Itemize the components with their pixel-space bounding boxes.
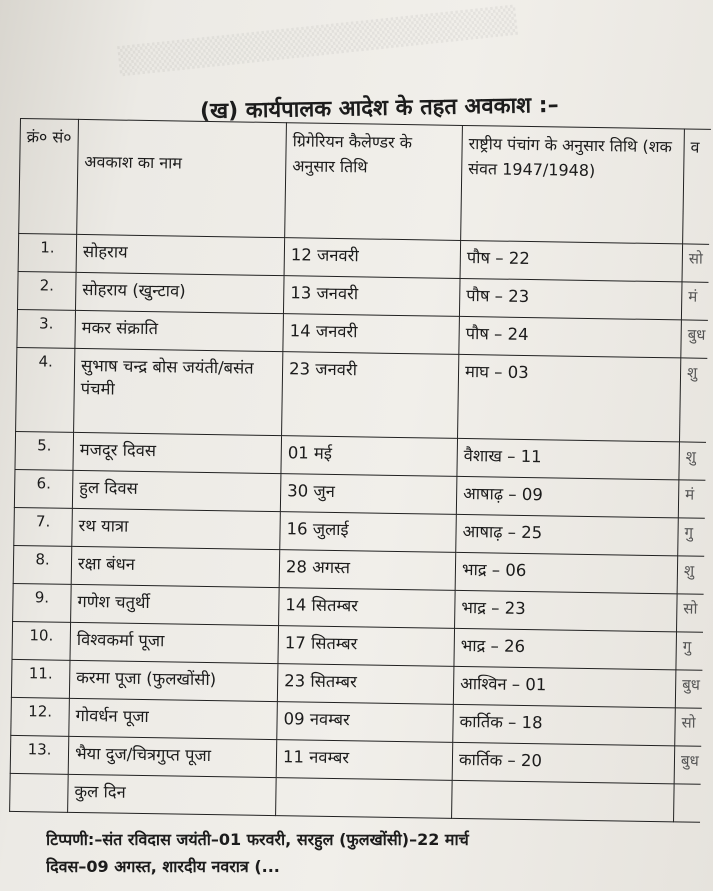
- serial-cell: 12.: [11, 697, 70, 736]
- holiday-name-cell: गणेश चतुर्थी: [71, 584, 280, 625]
- header-name: अवकाश का नाम: [77, 119, 287, 237]
- national-date-cell: आषाढ़ – 09: [456, 476, 679, 517]
- national-date-cell: पौष – 24: [459, 316, 682, 357]
- serial-cell: 13.: [10, 735, 69, 774]
- total-day-cell: [674, 784, 701, 822]
- gregorian-date-cell: 23 जनवरी: [282, 352, 459, 439]
- day-partial-cell: सो: [677, 594, 704, 632]
- national-date-cell: कार्तिक – 18: [453, 704, 676, 745]
- section-title: (ख) कार्यपालक आदेश के तहत अवकाश :–: [199, 92, 559, 125]
- gregorian-date-cell: 14 सितम्बर: [279, 588, 456, 629]
- header-gregorian: ग्रिगेरियन कैलेण्डर के अनुसार तिथि: [285, 123, 463, 241]
- bleed-through-shadow: ▒▒▒▒▒▒▒▒▒▒▒▒▒▒▒▒▒▒▒▒: [117, 5, 519, 78]
- footnote-line-2: दिवस–09 अगस्त, शारदीय नवरात्र (...: [46, 857, 280, 877]
- gregorian-date-cell: 01 मई: [281, 436, 458, 477]
- holiday-name-cell: मकर संक्राति: [75, 310, 284, 351]
- holiday-name-cell: विश्वकर्मा पूजा: [70, 622, 279, 663]
- serial-cell: 11.: [11, 659, 70, 698]
- serial-cell: 3.: [17, 309, 76, 348]
- table-body: [10, 233, 709, 822]
- day-partial-cell: शु: [679, 442, 706, 480]
- national-date-cell: माघ – 03: [458, 354, 681, 441]
- gregorian-date-cell: 23 सितम्बर: [277, 664, 454, 705]
- gregorian-date-cell: 30 जुन: [280, 474, 457, 515]
- day-partial-cell: सो: [682, 244, 709, 282]
- gregorian-date-cell: 16 जुलाई: [280, 512, 457, 553]
- holiday-name-cell: रक्षा बंधन: [71, 546, 280, 587]
- day-partial-cell: बुध: [675, 670, 702, 708]
- holiday-name-cell: करमा पूजा (फुलखोंसी): [69, 660, 278, 701]
- gregorian-date-cell: 28 अगस्त: [279, 550, 456, 591]
- total-serial-cell: [10, 773, 69, 812]
- day-partial-cell: बुध: [674, 746, 701, 784]
- holiday-table: [9, 118, 710, 823]
- national-date-cell: आश्विन – 01: [453, 666, 676, 707]
- holiday-table-container: [9, 118, 710, 837]
- day-partial-cell: शु: [679, 358, 706, 442]
- national-date-cell: आषाढ़ – 25: [456, 514, 679, 555]
- national-date-cell: भाद्र – 26: [454, 628, 677, 669]
- serial-cell: 6.: [14, 469, 73, 508]
- serial-cell: 1.: [18, 233, 77, 272]
- gregorian-date-cell: 09 नवम्बर: [277, 702, 454, 743]
- day-partial-cell: शु: [677, 556, 704, 594]
- footnote-line-1: टिप्पणी:–संत रविदास जयंती–01 फरवरी, सरहुल (फुलखोंसी)–22 मार्च: [46, 830, 469, 849]
- total-gregorian-cell: [276, 778, 453, 819]
- holiday-name-cell: सोहराय: [76, 234, 285, 275]
- national-date-cell: भाद्र – 06: [455, 552, 678, 593]
- national-date-cell: पौष – 22: [460, 240, 683, 281]
- gregorian-date-cell: 17 सितम्बर: [278, 626, 455, 667]
- gregorian-date-cell: 12 जनवरी: [284, 238, 461, 279]
- holiday-name-cell: गोवर्धन पूजा: [69, 698, 278, 739]
- total-label: कुल दिन: [68, 774, 277, 815]
- table-row: [16, 347, 707, 442]
- serial-cell: 2.: [17, 271, 76, 310]
- serial-cell: 4.: [16, 347, 75, 432]
- gregorian-date-cell: 14 जनवरी: [283, 314, 460, 355]
- gregorian-date-cell: 13 जनवरी: [283, 276, 460, 317]
- header-serial: क्रं० सं०: [19, 119, 79, 235]
- day-partial-cell: गु: [678, 518, 705, 556]
- holiday-name-cell: हुल दिवस: [72, 470, 281, 511]
- national-date-cell: वैशाख – 11: [457, 438, 680, 479]
- table-header-row: [19, 119, 711, 245]
- holiday-name-cell: सोहराय (खुन्टाव): [75, 272, 284, 313]
- footnote: [46, 826, 706, 880]
- national-date-cell: कार्तिक – 20: [452, 742, 675, 783]
- gregorian-date-cell: 11 नवम्बर: [276, 740, 453, 781]
- day-partial-cell: मं: [678, 480, 705, 518]
- day-partial-cell: बुध: [681, 320, 708, 358]
- day-partial-cell: गु: [676, 632, 703, 670]
- holiday-name-cell: सुभाष चन्द्र बोस जयंती/बसंत पंचमी: [74, 348, 283, 435]
- serial-cell: 9.: [13, 583, 72, 622]
- serial-cell: 7.: [14, 507, 73, 546]
- serial-cell: 8.: [13, 545, 72, 584]
- holiday-name-cell: भैया दुज/चित्रगुप्त पूजा: [68, 736, 277, 777]
- national-date-cell: पौष – 23: [459, 278, 682, 319]
- day-partial-cell: सो: [675, 708, 702, 746]
- day-partial-cell: मं: [681, 282, 708, 320]
- serial-cell: 5.: [15, 431, 74, 470]
- holiday-name-cell: रथ यात्रा: [72, 508, 281, 549]
- holiday-name-cell: मजदूर दिवस: [73, 432, 282, 473]
- total-national-cell: [452, 780, 675, 821]
- national-date-cell: भाद्र – 23: [455, 590, 678, 631]
- serial-cell: 10.: [12, 621, 71, 660]
- header-day-partial: व: [683, 129, 711, 244]
- header-national: राष्ट्रीय पंचांग के अनुसार तिथि (शक संवत 1947/1948): [461, 125, 685, 243]
